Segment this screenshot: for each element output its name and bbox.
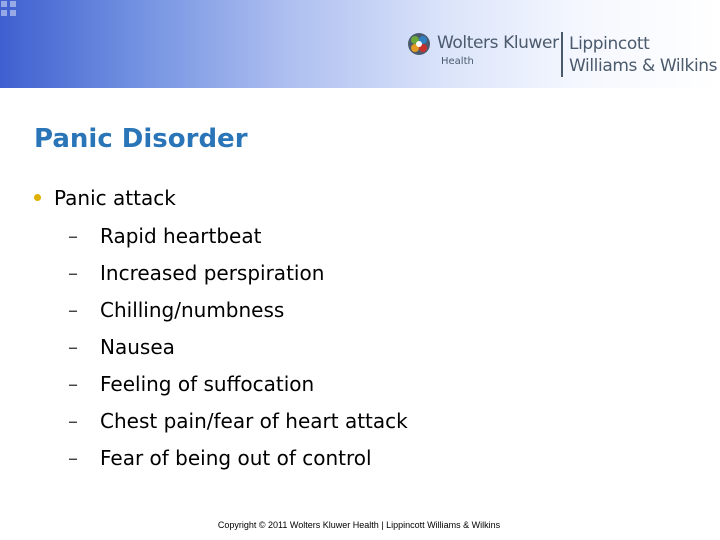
list-item xyxy=(68,333,408,370)
list-item xyxy=(68,222,408,259)
sub-bullet-label: Rapid heartbeat xyxy=(100,224,262,248)
wolters-kluwer-globe-icon xyxy=(407,32,431,56)
dash-icon: – xyxy=(68,298,78,322)
sub-bullet-label: Chilling/numbness xyxy=(100,298,285,322)
dash-icon: – xyxy=(68,446,78,470)
dash-icon: – xyxy=(68,409,78,433)
sub-bullet-label: Fear of being out of control xyxy=(100,446,372,470)
publisher-logo xyxy=(407,30,717,80)
dash-icon: – xyxy=(68,335,78,359)
sub-bullet-list xyxy=(68,222,408,481)
logo-lww-text xyxy=(569,33,717,77)
slide-title: Panic Disorder xyxy=(34,124,248,154)
sub-bullet-label: Nausea xyxy=(100,335,175,359)
dash-icon: – xyxy=(68,372,78,396)
dash-icon: – xyxy=(68,261,78,285)
list-item xyxy=(68,370,408,407)
list-item xyxy=(68,407,408,444)
logo-lww-line2: Williams & Wilkins xyxy=(569,56,718,76)
list-item xyxy=(68,259,408,296)
sub-bullet-label: Chest pain/fear of heart attack xyxy=(100,409,408,433)
corner-pattern xyxy=(0,0,20,20)
logo-divider xyxy=(561,32,563,77)
bullet-dot-icon xyxy=(34,194,41,201)
list-item xyxy=(68,296,408,333)
copyright-footer xyxy=(0,520,720,530)
sub-bullet-label: Increased perspiration xyxy=(100,261,325,285)
list-item xyxy=(68,444,408,481)
logo-lww-line1: Lippincott xyxy=(569,34,650,54)
main-bullet xyxy=(34,186,176,210)
dash-icon: – xyxy=(68,224,78,248)
copyright-text: Copyright © 2011 Wolters Kluwer Health | Lippincott Williams & Wilkins xyxy=(217,520,501,530)
sub-bullet-label: Feeling of suffocation xyxy=(100,372,315,396)
logo-health-text: Health xyxy=(441,56,474,67)
logo-wolters-kluwer-text: Wolters Kluwer xyxy=(437,33,559,53)
main-bullet-label: Panic attack xyxy=(54,186,176,210)
